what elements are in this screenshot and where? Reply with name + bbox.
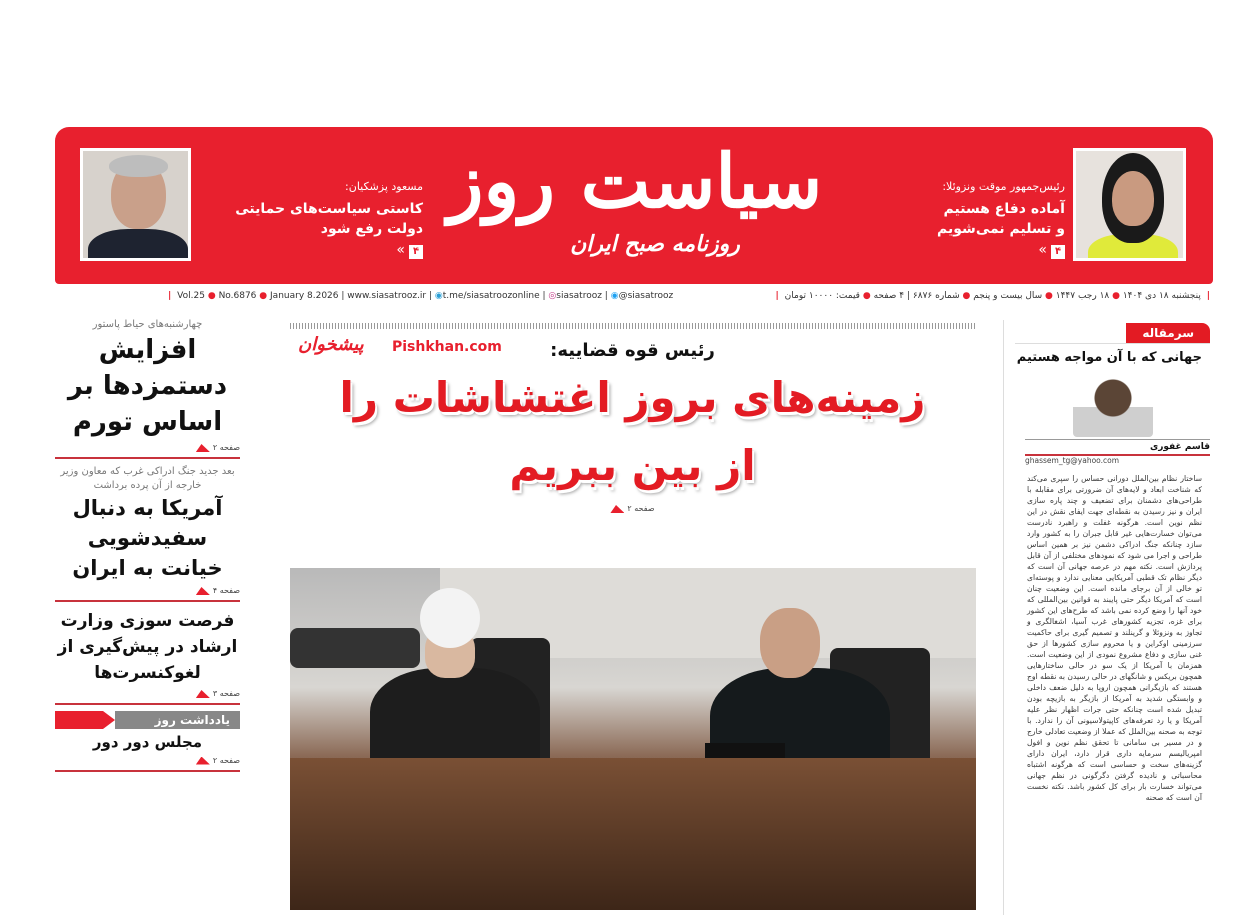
note-of-day[interactable] bbox=[55, 711, 240, 772]
lead-headline-1: زمینه‌های بروز اغتشاشات را bbox=[339, 373, 926, 422]
chevrons-icon: » bbox=[1038, 242, 1047, 258]
twitter-link[interactable]: @siasatrooz bbox=[618, 291, 674, 301]
author-photo bbox=[1073, 377, 1153, 437]
telegram-link[interactable]: t.me/siasatroozonline bbox=[442, 291, 540, 301]
column-divider bbox=[1003, 320, 1004, 915]
date-en: January 8.2026 bbox=[270, 291, 339, 301]
editorial[interactable] bbox=[1015, 322, 1210, 903]
story-kicker: چهارشنبه‌های حیاط پاستور bbox=[92, 319, 203, 330]
lead-photo[interactable] bbox=[290, 568, 976, 910]
date-fa: پنجشنبه ۱۸ دی ۱۴۰۴ bbox=[1122, 291, 1201, 301]
telegram-icon: ◉ bbox=[434, 291, 443, 301]
page-reference: صفحه ۴ bbox=[212, 586, 240, 595]
editorial-body: ساختار نظام بین‌الملل دورانی حساس را سپری می‌کند که شناخت ابعاد و لایه‌های آن ضرورتی برای مقابله با طراحی‌های دشمنان برای تضعیف و چند پاره سازی ایران و نیز رسیدن به نقطه‌ای جهت ایفای نقش در این نظم نوین است. هرگونه غفلت و راهبرد نادرست می‌توان خسارت‌هایی غیر قابل جبران را به کشور وارد سازد چنانکه جنگ ادراکی دشمن نیز بر همین اساس طراحی و اجرا می شود که نمودهای مختلفی از آن قابل پردازش است. نکته مهم در عرصه جهانی آن است که دیگر نظام تک قطبی آمریکایی معنایی ندارد و پوسته‌ای تو خالی از آن برجای مانده است. این وضعیت چنان است که آمریکا دیگر حتی پایبند به قوانین بین‌المللی که خود آنها را وضع کرده نمی باشد که طرح‌های این کشور برای غزه، تجزیه کشورهای غرب آسیا، اشغالگری و تجاوز به ونزوئلا و گرینلند و تصمیم گیری برای حاکمیت سرزمینی اوکراین و یا محروم سازی کشورها از حق غنی سازی و دفاع مشروع نمودی از این وضعیت است. همزمان با آمریکا از یک سو در حالی ساختارهایی همچون بریکس و شانگهای در حالی رسیدن به نقطه اوج هستند که بازیگرانی همچون اروپا به دلیل ضعف داخلی و وابستگی شدید به آمریکا از بازیگر به بازیچه بودن تبدیل شده است چنانکه حتی جرات اظهار نظر علیه آمریکا و یا رد تعرفه‌های کاپیتولاسیونی آن را ندارد. با توجه به صحنه بین‌الملل که عملا از وضعیت تعادلی خارج و در مسیر بی سامانی تا تحقق نظم نوین و افول امپریالیسم سرمایه داری قرار دارد، ایران دارای گزینه‌های سخت و حساسی است که هرگونه اشتباه محاسباتی و نادیده گرفتن دگرگونی در نظم جهانی می‌تواند خسارت بار برای کل کشور باشد. نکته نخست آن است که صحنه bbox=[1027, 474, 1202, 802]
editorial-author: قاسم غفوری bbox=[1025, 439, 1210, 456]
banner-right-page: ۴ bbox=[1051, 245, 1065, 259]
masthead-logo bbox=[430, 132, 840, 260]
note-of-day-headline: مجلس دور دور bbox=[92, 733, 203, 751]
instagram-link[interactable]: siasatrooz bbox=[556, 291, 602, 301]
masthead-title: سیاست روز bbox=[447, 139, 823, 225]
lead-kicker: رئیس قوه قضاییه: bbox=[550, 340, 715, 361]
left-column bbox=[55, 318, 240, 778]
date-hijri: ۱۸ رجب ۱۴۴۷ bbox=[1055, 291, 1110, 301]
banner-left-title-1: کاستی سیاست‌های حمایتی bbox=[235, 201, 423, 217]
page-marker-icon bbox=[196, 757, 210, 765]
banner-left-page: ۴ bbox=[409, 245, 423, 259]
twitter-icon: ◉ bbox=[610, 291, 619, 301]
website-link[interactable]: www.siasatrooz.ir bbox=[347, 291, 427, 301]
watermark-en: Pishkhan.com bbox=[392, 339, 502, 355]
page-marker-icon bbox=[196, 444, 210, 452]
note-of-day-label: یادداشت روز bbox=[115, 711, 240, 729]
story-headline: فرصت سوزی وزارت ارشاد در پیش‌گیری از لغوکنسرت‌ها bbox=[57, 611, 238, 683]
banner-left-photo[interactable] bbox=[80, 148, 191, 261]
price: قیمت: ۱۰۰۰۰ تومان bbox=[784, 291, 860, 301]
editorial-tag: سرمقاله bbox=[1126, 323, 1210, 343]
banner-left-title-2: دولت رفع شود bbox=[320, 221, 423, 237]
banner-right-title-2: و تسلیم نمی‌شویم bbox=[937, 221, 1065, 237]
divider bbox=[290, 323, 975, 329]
watermark bbox=[298, 334, 364, 356]
masthead-subtitle: روزنامه صبح ایران bbox=[570, 232, 740, 257]
banner-right-kicker: رئیس‌جمهور موقت ونزوئلا: bbox=[942, 180, 1065, 193]
banner-right-photo[interactable] bbox=[1073, 148, 1186, 261]
story-kicker: بعد جدید جنگ ادراکی غرب که معاون وزیر خارجه از آن پرده برداشت bbox=[60, 466, 235, 491]
page-reference: صفحه ۲ bbox=[212, 443, 240, 452]
lead-headline-2: از بین ببریم bbox=[509, 441, 756, 490]
left-story-1[interactable] bbox=[55, 318, 240, 459]
page-marker-icon bbox=[196, 587, 210, 595]
page-reference: صفحه ۲ bbox=[627, 504, 655, 513]
page-marker-icon bbox=[610, 505, 624, 513]
banner-left-kicker: مسعود پزشکیان: bbox=[345, 180, 423, 193]
author-email[interactable]: ghassem_tg@yahoo.com bbox=[1025, 456, 1120, 465]
info-strip: | Vol.25 ● No.6876 ● January 8.2026 | www.siasatrooz.ir | ◉t.me/siasatroozonline | ◎siasatrooz | ◉@siasatrooz | پنجشنبه ۱۸ دی ۱۴۰۴ ● ۱۸ رجب ۱۴۴۷ ● سال بیست و پنجم ● شماره ۶۸۷۶ | ۴ صفحه ● قیمت: ۱۰۰۰۰ تومان | bbox=[168, 291, 1210, 301]
page-reference: صفحه ۲ bbox=[212, 755, 240, 765]
story-headline: آمریکا به دنبال سفیدشویی خیانت به ایران bbox=[72, 496, 223, 580]
story-headline: افزایش دستمزدها بر اساس تورم bbox=[67, 335, 228, 437]
banner-right-story[interactable] bbox=[850, 180, 1065, 259]
editorial-title: جهانی که با آن مواجه هستیم bbox=[1016, 350, 1202, 365]
lead-story[interactable] bbox=[290, 332, 975, 514]
red-flag-icon bbox=[55, 711, 115, 729]
watermark-fa: پیشخوان bbox=[298, 334, 364, 355]
page-count: ۴ صفحه bbox=[873, 291, 905, 301]
page-marker-icon bbox=[196, 690, 210, 698]
banner-right-title-1: آماده دفاع هستیم bbox=[943, 201, 1065, 217]
issue-number-en: No.6876 bbox=[218, 291, 257, 301]
year: سال بیست و پنجم bbox=[973, 291, 1043, 301]
page-reference: صفحه ۳ bbox=[212, 689, 240, 698]
banner-left-story[interactable] bbox=[198, 180, 423, 259]
volume: Vol.25 bbox=[177, 291, 205, 301]
issue-number-fa: شماره ۶۸۷۶ bbox=[912, 291, 960, 301]
left-story-2[interactable] bbox=[55, 465, 240, 602]
left-story-3[interactable] bbox=[55, 608, 240, 705]
instagram-icon: ◎ bbox=[548, 291, 557, 301]
chevrons-icon: » bbox=[396, 242, 405, 258]
